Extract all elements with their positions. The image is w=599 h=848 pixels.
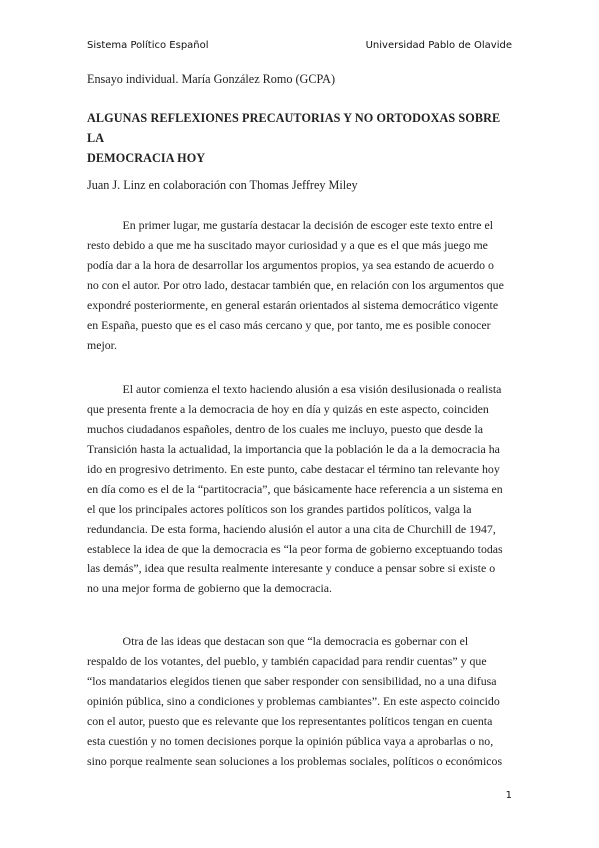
paragraph-line: En primer lugar, me gustaría destacar la decisión de escoger este texto entre el — [87, 218, 494, 232]
essay-authors: Juan J. Linz en colaboración con Thomas Jeffrey Miley — [87, 178, 358, 192]
paragraph-line: podía dar a la hora de desarrollar los argumentos propios, ya sea estando de acuerdo o — [87, 257, 494, 272]
paragraph-line: las demás”, idea que resulta realmente interesante y conduce a pensar sobre si existe o — [87, 561, 496, 576]
essay-title-line: ALGUNAS REFLEXIONES PRECAUTORIAS Y NO ORTODOXAS SOBRE LA — [87, 111, 501, 145]
paragraph-line: en día como es el de la “partitocracia”, que básicamente hace referencia a un sistema en — [87, 481, 503, 496]
paragraph-line: muchos ciudadanos españoles, dentro de los cuales me incluyo, puesto que desde la — [87, 421, 484, 436]
paragraph-line: no una mejor forma de gobierno que la democracia. — [87, 581, 333, 596]
header-university: Universidad Pablo de Olavide — [365, 40, 512, 51]
paragraph-line: el que los principales actores políticos son los grandes partidos políticos, valga la — [87, 501, 472, 516]
paragraph-line: con el autor, puesto que es relevante que los representantes políticos tengan en cuenta — [87, 713, 493, 728]
paragraph-line: mejor. — [87, 337, 117, 352]
paragraph-line: redundancia. De esta forma, haciendo alusión el autor a una cita de Churchill de 1947, — [87, 521, 496, 536]
paragraph-line: que presenta frente a la democracia de hoy en día y quizás en este aspecto, coinciden — [87, 401, 489, 416]
paragraph-line: respaldo de los votantes, del pueblo, y también capacidad para rendir cuentas” y que — [87, 653, 487, 668]
paragraph-2 — [87, 380, 513, 599]
essay-title-line: DEMOCRACIA HOY — [87, 151, 206, 165]
header-course: Sistema Político Español — [87, 40, 209, 51]
page-number: 1 — [505, 790, 512, 801]
paragraph-line: en España, puesto que es el caso más cercano y que, por tanto, me es posible conocer — [87, 317, 491, 332]
paragraph-line: opinión pública, sino a condiciones y problemas cambiantes”. En este aspecto coincido — [87, 693, 500, 708]
essay-title — [87, 108, 513, 168]
paragraph-line: El autor comienza el texto haciendo alusión a esa visión desilusionada o realista — [87, 382, 502, 396]
paragraph-line: ido en progresivo detrimento. En este punto, cabe destacar el término tan relevante hoy — [87, 461, 500, 476]
paragraph-line: “los mandatarios elegidos tienen que saber responder con sensibilidad, no a una difusa — [87, 673, 497, 688]
paragraph-line: Transición hasta la actualidad, la importancia que la población le da a la democracia ha — [87, 441, 500, 456]
paragraph-line: esta cuestión y no tomen decisiones porque la opinión pública vaya a aprobarlas o no, — [87, 733, 494, 748]
paragraph-line: Otra de las ideas que destacan son que “la democracia es gobernar con el — [87, 634, 469, 648]
paragraph-line: resto debido a que me ha suscitado mayor curiosidad y a que es el que más juego me — [87, 237, 488, 252]
paragraph-3 — [87, 632, 513, 772]
paragraph-line: no con el autor. Por otro lado, destacar también que, en relación con los argumentos que — [87, 277, 504, 292]
paragraph-line: expondré posteriormente, en general estarán orientados al sistema democrático vigente — [87, 297, 499, 312]
paragraph-line: establece la idea de que la democracia es “la peor forma de gobierno exceptuando todas — [87, 541, 503, 556]
essay-subtitle: Ensayo individual. María González Romo (GCPA) — [87, 72, 335, 86]
paragraph-1 — [87, 216, 513, 356]
paragraph-line: sino porque realmente sean soluciones a los problemas sociales, políticos o económicos — [87, 753, 503, 768]
